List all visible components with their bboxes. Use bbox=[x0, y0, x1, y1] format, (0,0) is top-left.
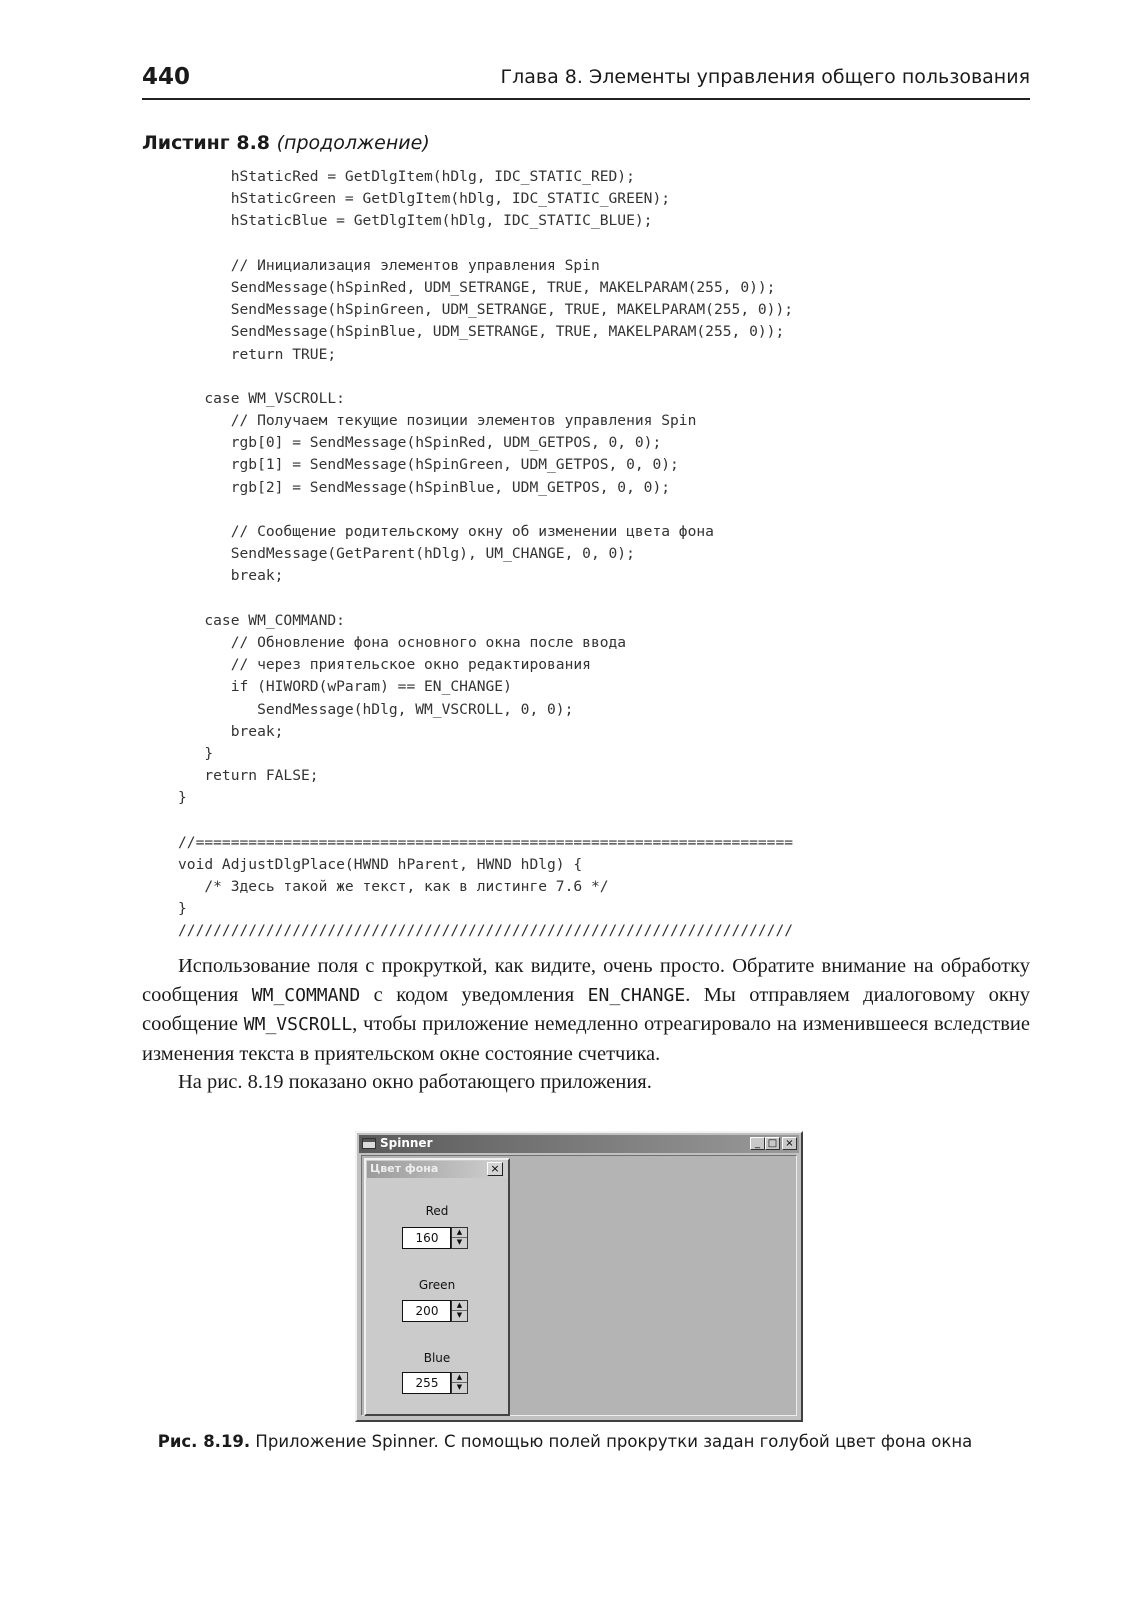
spin-down-arrow-icon[interactable]: ▼ bbox=[456, 1238, 463, 1246]
code-line: hStaticBlue = GetDlgItem(hDlg, IDC_STATIC_BLUE); bbox=[178, 212, 653, 230]
spin-up-arrow-icon[interactable]: ▲ bbox=[452, 1373, 467, 1383]
blue-label: Blue bbox=[423, 1351, 451, 1365]
dialog-titlebar[interactable] bbox=[367, 1161, 507, 1178]
blue-spin-control[interactable] bbox=[451, 1372, 468, 1394]
inline-code: WM_VSCROLL bbox=[243, 1014, 353, 1035]
code-line: // Обновление фона основного окна после ввода bbox=[178, 633, 627, 651]
code-line: // Инициализация элементов управления Spin bbox=[178, 256, 600, 274]
paragraph bbox=[142, 952, 1030, 1068]
code-line: // Получаем текущие позиции элементов управления Spin bbox=[178, 412, 697, 430]
code-line: break; bbox=[178, 567, 284, 585]
code-line: // Сообщение родительскому окну об изменении цвета фона bbox=[178, 523, 714, 540]
code-line bbox=[178, 366, 1008, 388]
listing-continued: (продолжение) bbox=[276, 132, 430, 154]
code-line: return FALSE; bbox=[178, 767, 319, 785]
red-value: 160 bbox=[415, 1231, 439, 1245]
code-line: void AdjustDlgPlace(HWND hParent, HWND hDlg) { bbox=[178, 855, 583, 873]
code-line: ////////////////////////////////////////////////////////////////////// bbox=[178, 922, 794, 940]
listing-label: Листинг 8.8 bbox=[142, 132, 271, 154]
paragraph-text: , чтобы приложение немедленно отреагировало на изменившееся вследствие изменения текста в приятельском окне состояние счетчика. bbox=[142, 1013, 1030, 1065]
inline-code: WM_COMMAND bbox=[251, 984, 361, 1006]
code-line: case WM_COMMAND: bbox=[178, 611, 345, 629]
code-line: } bbox=[178, 744, 214, 762]
running-head: Глава 8. Элементы управления общего пользования bbox=[500, 66, 1030, 88]
code-line: SendMessage(hSpinBlue, UDM_SETRANGE, TRUE, MAKELPARAM(255, 0)); bbox=[178, 323, 785, 341]
page-number: 440 bbox=[142, 64, 191, 90]
paragraph-text: Использование поля с прокруткой, как видите, очень просто. Обратите внимание на обработку сообщения bbox=[142, 955, 1030, 1006]
code-line: SendMessage(hSpinRed, UDM_SETRANGE, TRUE, MAKELPARAM(255, 0)); bbox=[178, 278, 776, 296]
code-line: SendMessage(hDlg, WM_VSCROLL, 0, 0); bbox=[178, 700, 574, 718]
code-listing bbox=[178, 166, 1008, 943]
green-label: Green bbox=[418, 1278, 456, 1292]
red-spin-control[interactable] bbox=[451, 1227, 468, 1249]
color-dialog bbox=[364, 1158, 510, 1416]
paragraph: На рис. 8.19 показано окно работающего приложения. bbox=[178, 1071, 652, 1093]
blue-value-field[interactable] bbox=[402, 1372, 451, 1394]
caption-label: Рис. 8.19. bbox=[157, 1432, 251, 1451]
body-text bbox=[142, 952, 1030, 1097]
green-value-field[interactable] bbox=[402, 1300, 451, 1322]
code-line: /* Здесь такой же текст, как в листинге 7.6 */ bbox=[178, 878, 609, 895]
code-line: rgb[2] = SendMessage(hSpinBlue, UDM_GETPOS, 0, 0); bbox=[178, 478, 671, 496]
code-line: case WM_VSCROLL: bbox=[178, 389, 345, 407]
code-line: break; bbox=[178, 722, 284, 740]
code-line: SendMessage(hSpinGreen, UDM_SETRANGE, TRUE, MAKELPARAM(255, 0)); bbox=[178, 301, 794, 319]
code-line: } bbox=[178, 900, 187, 918]
code-line: rgb[0] = SendMessage(hSpinRed, UDM_GETPOS, 0, 0); bbox=[178, 434, 662, 452]
spin-up-arrow-icon[interactable]: ▲ bbox=[452, 1228, 467, 1238]
code-line: hStaticRed = GetDlgItem(hDlg, IDC_STATIC_RED); bbox=[178, 168, 635, 185]
window-app-icon[interactable] bbox=[362, 1138, 376, 1149]
code-line: if (HIWORD(wParam) == EN_CHANGE) bbox=[178, 678, 512, 696]
figure-caption bbox=[0, 1432, 1130, 1451]
code-line: SendMessage(GetParent(hDlg), UM_CHANGE, 0, 0); bbox=[178, 545, 635, 563]
dialog-title: Цвет фона bbox=[370, 1162, 439, 1175]
red-label: Red bbox=[425, 1204, 449, 1218]
code-line bbox=[178, 499, 1008, 521]
code-line: // через приятельское окно редактирования bbox=[178, 656, 591, 674]
spin-down-arrow-icon[interactable]: ▼ bbox=[456, 1383, 463, 1391]
paragraph-text: с кодом уведомления bbox=[360, 983, 588, 1006]
red-value-field[interactable] bbox=[402, 1227, 451, 1249]
code-line: } bbox=[178, 789, 187, 807]
spin-down-arrow-icon[interactable]: ▼ bbox=[456, 1311, 463, 1319]
window-titlebar[interactable] bbox=[359, 1135, 799, 1153]
code-line: hStaticGreen = GetDlgItem(hDlg, IDC_STATIC_GREEN); bbox=[178, 190, 671, 208]
code-line: return TRUE; bbox=[178, 345, 337, 363]
green-value: 200 bbox=[415, 1304, 439, 1318]
inline-code: EN_CHANGE bbox=[587, 984, 686, 1006]
code-line bbox=[178, 588, 1008, 610]
spin-up-arrow-icon[interactable]: ▲ bbox=[452, 1301, 467, 1311]
code-line bbox=[178, 809, 1008, 831]
maximize-button[interactable]: □ bbox=[765, 1137, 780, 1150]
blue-value: 255 bbox=[415, 1376, 439, 1390]
caption-text: Приложение Spinner. С помощью полей прокрутки задан голубой цвет фона окна bbox=[250, 1432, 973, 1451]
code-line bbox=[178, 233, 1008, 255]
window-client-area bbox=[361, 1155, 797, 1416]
code-line: rgb[1] = SendMessage(hSpinGreen, UDM_GETPOS, 0, 0); bbox=[178, 456, 679, 474]
code-line: //==================================================================== bbox=[178, 833, 794, 851]
page-header bbox=[142, 62, 1030, 100]
close-button[interactable]: × bbox=[782, 1137, 797, 1150]
dialog-close-button[interactable]: × bbox=[487, 1162, 503, 1176]
minimize-button[interactable]: _ bbox=[750, 1137, 765, 1150]
spinner-window bbox=[355, 1131, 803, 1422]
paragraph-text: . Мы отправляем диалоговому окну сообщение bbox=[142, 983, 1031, 1035]
listing-title bbox=[142, 132, 430, 154]
green-spin-control[interactable] bbox=[451, 1300, 468, 1322]
window-title: Spinner bbox=[380, 1136, 433, 1150]
